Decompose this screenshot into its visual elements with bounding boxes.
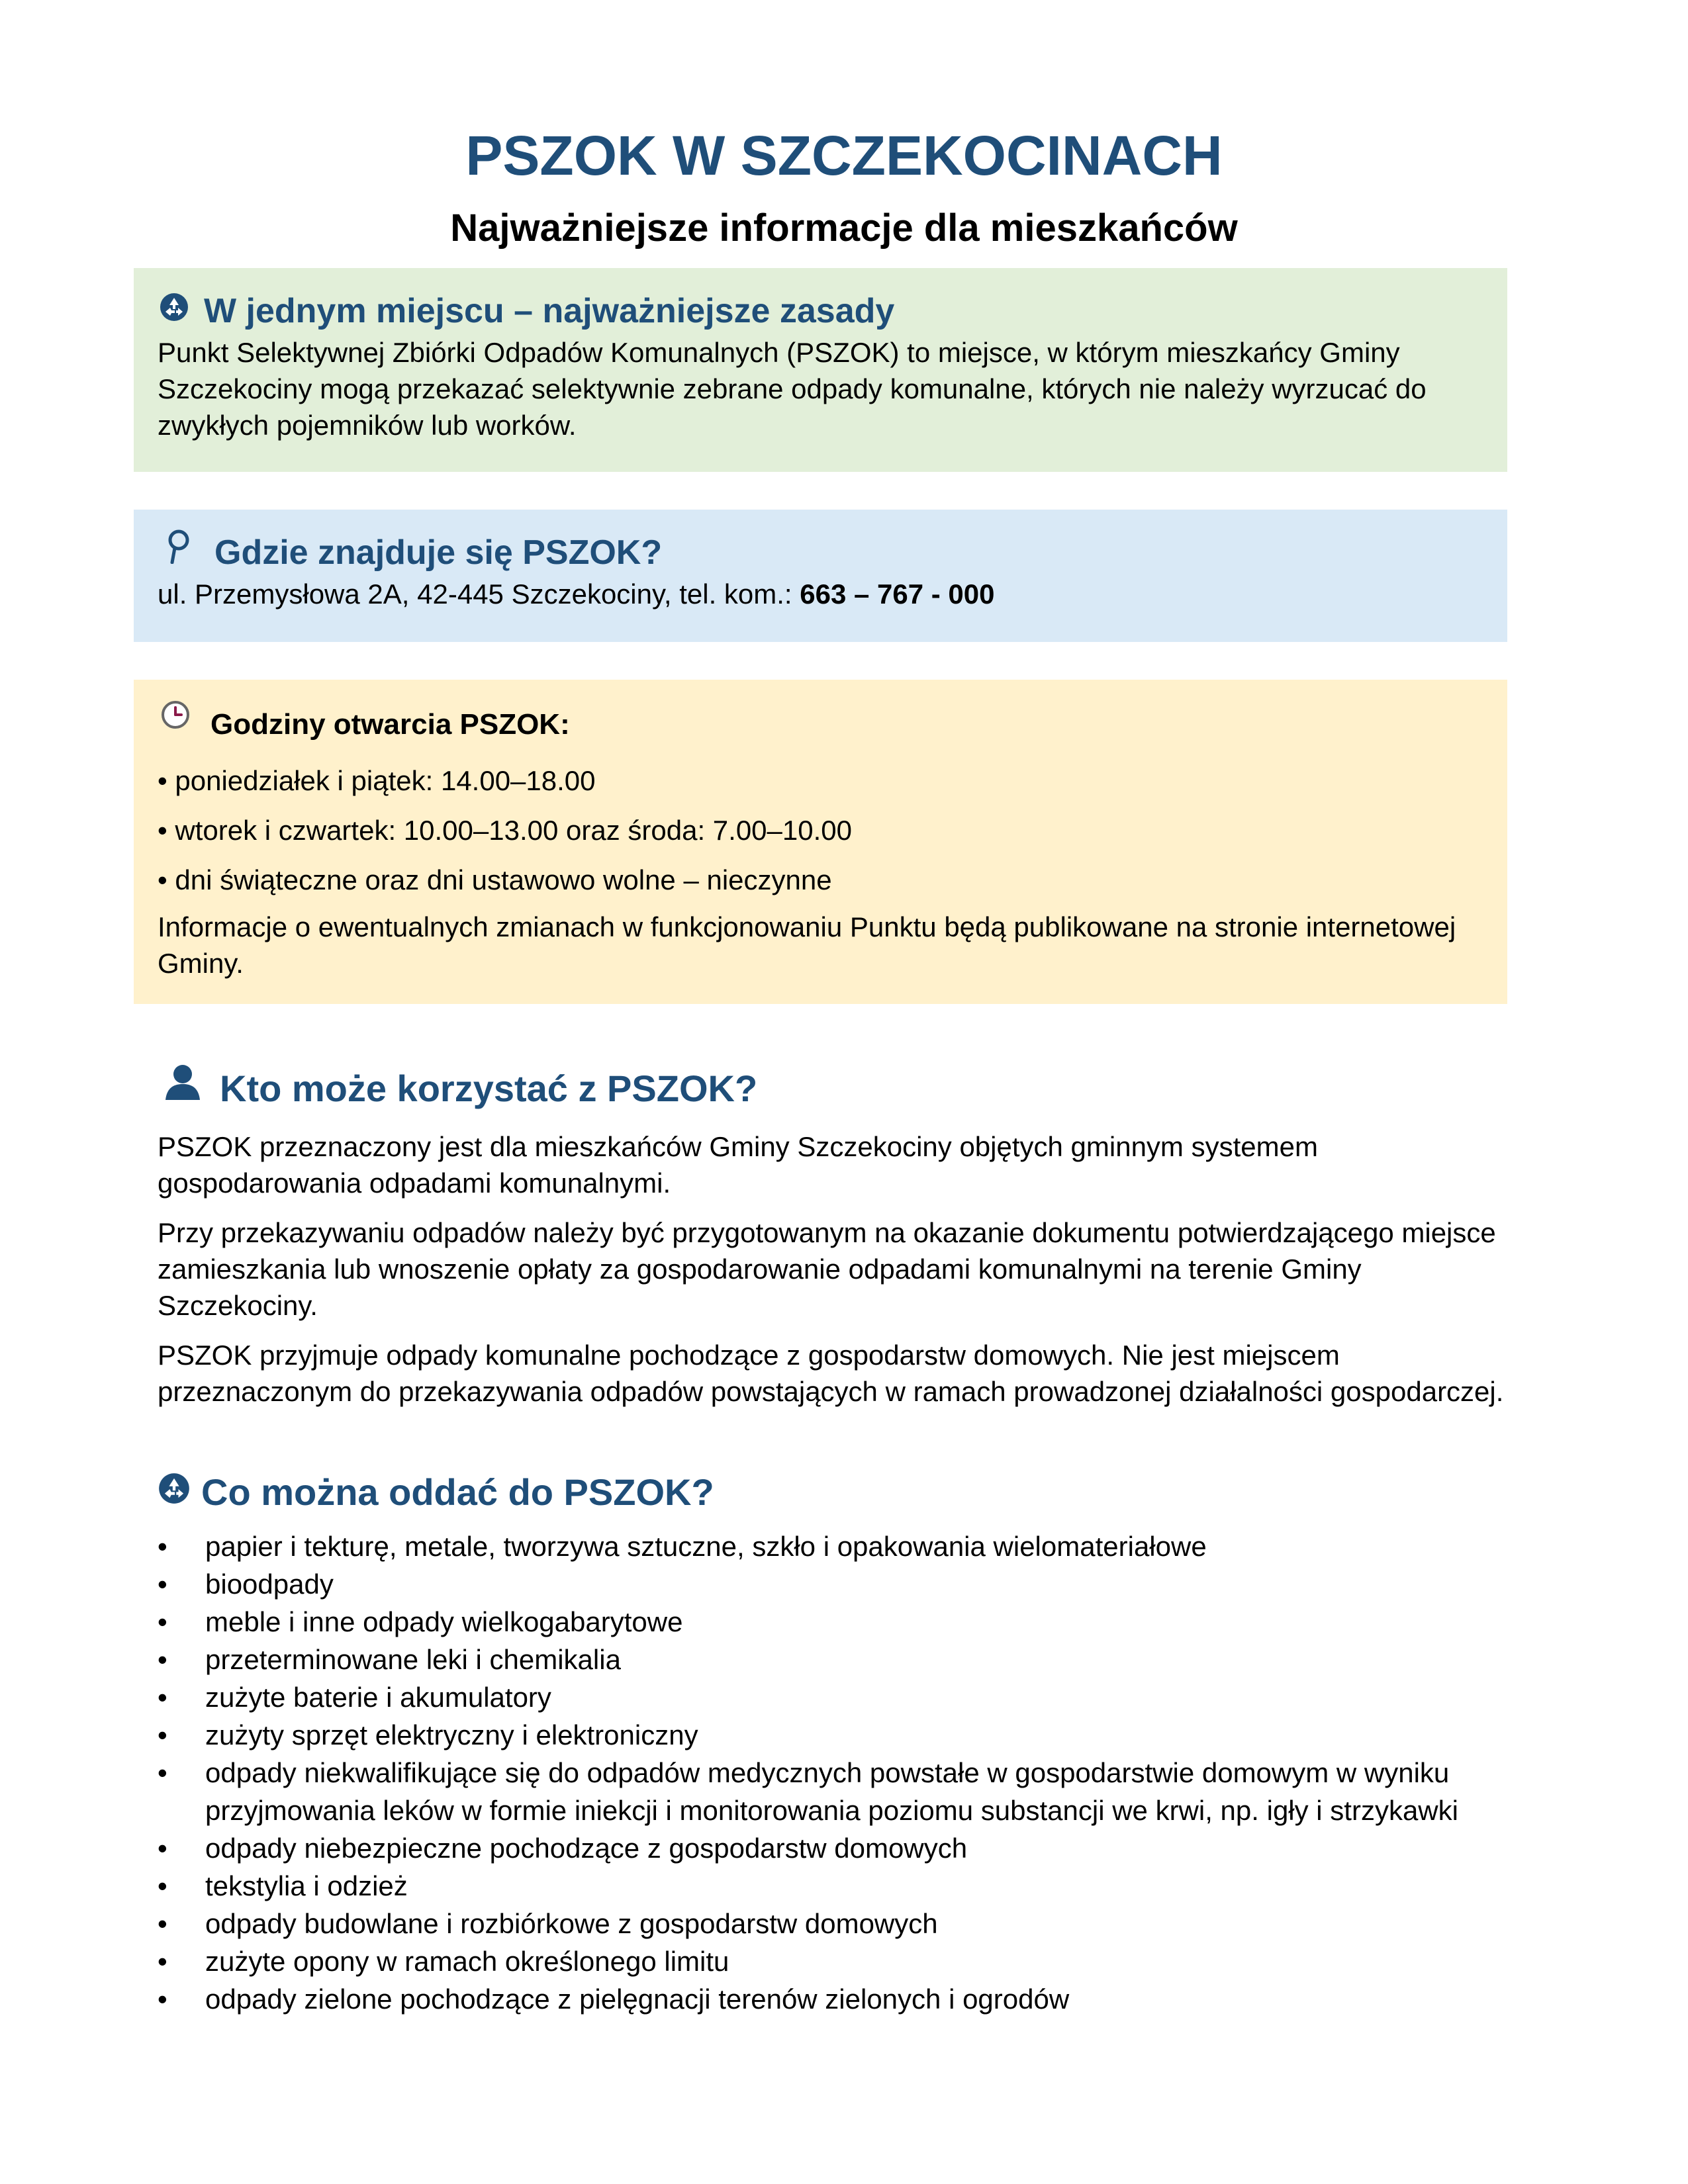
who-paragraph: Przy przekazywaniu odpadów należy być przygotowanym na okazanie dokumentu potwierdzającego miejsce zamieszkania lub wnoszenie opłaty za gospodarowanie odpadami komunalnymi na terenie Gminy Szczekociny. xyxy=(158,1217,1496,1321)
intro-text: Punkt Selektywnej Zbiórki Odpadów Komunalnych (PSZOK) to miejsce, w którym mieszkańcy Gminy Szczekociny mogą przekazać selektywnie zebrane odpady komunalne, których nie należy wyrzucać do zwykłych pojemników lub worków. xyxy=(158,337,1427,441)
intro-box xyxy=(134,268,1507,472)
list-item: • bioodpady xyxy=(158,1569,334,1600)
recycle-icon xyxy=(158,1466,191,1519)
list-item: • przeterminowane leki i chemikalia xyxy=(158,1644,621,1675)
location-text xyxy=(158,576,1483,612)
who-heading: Kto może korzystać z PSZOK? xyxy=(220,1068,758,1109)
location-phone: 663 – 767 - 000 xyxy=(800,578,995,610)
intro-heading: W jednym miejscu – najważniejsze zasady xyxy=(204,292,895,330)
page-title: PSZOK W SZCZEKOCINACH xyxy=(465,124,1223,187)
recycle-icon xyxy=(159,288,189,334)
person-icon xyxy=(163,1062,203,1115)
list-item: • odpady niekwalifikujące się do odpadów medycznych powstałe w gospodarstwie domowym w wyniku przyjmowania leków w formie iniekcji i monitorowania poziomu substancji we krwi, np. igły i strzykawki xyxy=(158,1757,1458,1826)
hours-item: • dni świąteczne oraz dni ustawowo wolne – nieczynne xyxy=(158,864,832,895)
hours-box xyxy=(134,680,1507,1004)
list-item: • meble i inne odpady wielkogabarytowe xyxy=(158,1606,683,1637)
list-item: • odpady niebezpieczne pochodzące z gospodarstw domowych xyxy=(158,1833,968,1864)
who-heading-row xyxy=(158,1062,757,1115)
location-heading: Gdzie znajduje się PSZOK? xyxy=(214,533,663,572)
location-heading-row xyxy=(158,529,1483,576)
clock-icon xyxy=(160,700,191,749)
page-subtitle: Najważniejsze informacje dla mieszkańców xyxy=(450,206,1238,250)
who-paragraph: PSZOK przyjmuje odpady komunalne pochodzące z gospodarstw domowych. Nie jest miejscem przeznaczonym do przekazywania odpadów powstających w ramach prowadzonej działalności gospodarczej. xyxy=(158,1340,1504,1407)
intro-heading-row xyxy=(158,288,1483,334)
location-pin-icon xyxy=(167,529,191,576)
hours-note: Informacje o ewentualnych zmianach w funkcjonowaniu Punktu będą publikowane na stronie internetowej Gminy. xyxy=(158,911,1456,979)
what-heading-row xyxy=(158,1466,714,1519)
hours-heading-row xyxy=(158,700,1483,749)
list-item: • tekstylia i odzież xyxy=(158,1870,408,1901)
hours-heading: Godziny otwarcia PSZOK: xyxy=(211,707,570,741)
waste-list xyxy=(158,1527,1521,2018)
what-heading: Co można oddać do PSZOK? xyxy=(201,1471,714,1513)
hours-item: • wtorek i czwartek: 10.00–13.00 oraz środa: 7.00–10.00 xyxy=(158,815,852,846)
list-item: • zużyty sprzęt elektryczny i elektroniczny xyxy=(158,1719,698,1751)
location-box xyxy=(134,510,1507,642)
who-paragraph: PSZOK przeznaczony jest dla mieszkańców Gminy Szczekociny objętych gminnym systemem gospodarowania odpadami komunalnymi. xyxy=(158,1131,1318,1199)
hours-item: • poniedziałek i piątek: 14.00–18.00 xyxy=(158,765,596,796)
location-address: ul. Przemysłowa 2A, 42-445 Szczekociny, tel. kom.: xyxy=(158,578,800,610)
list-item: • zużyte opony w ramach określonego limitu xyxy=(158,1946,729,1977)
list-item: • papier i tekturę, metale, tworzywa sztuczne, szkło i opakowania wielomateriałowe xyxy=(158,1531,1207,1562)
list-item: • zużyte baterie i akumulatory xyxy=(158,1682,551,1713)
list-item: • odpady zielone pochodzące z pielęgnacji terenów zielonych i ogrodów xyxy=(158,1983,1070,2015)
list-item: • odpady budowlane i rozbiórkowe z gospodarstw domowych xyxy=(158,1908,938,1939)
